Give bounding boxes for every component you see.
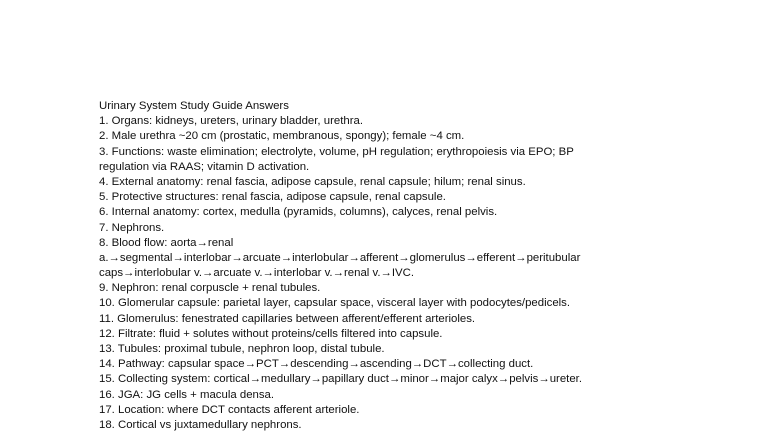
answer-line: 16. JGA: JG cells + macula densa. [99,388,275,401]
answer-line: caps→interlobular v.→arcuate v.→interlobar v.→renal v.→IVC. [99,267,415,280]
answer-line: 11. Glomerulus: fenestrated capillaries between afferent/efferent arterioles. [99,312,476,325]
document-body [99,99,699,433]
answer-line: 1. Organs: kidneys, ureters, urinary bladder, urethra. [99,115,364,128]
answer-line: 9. Nephron: renal corpuscle + renal tubules. [99,282,321,295]
answer-line: 12. Filtrate: fluid + solutes without proteins/cells filtered into capsule. [99,327,443,340]
answer-line: 8. Blood flow: aorta→renal [99,236,234,249]
answer-line: 2. Male urethra ~20 cm (prostatic, membranous, spongy); female ~4 cm. [99,130,465,143]
answer-line: 4. External anatomy: renal fascia, adipose capsule, renal capsule; hilum; renal sinus. [99,175,526,188]
answer-line: 6. Internal anatomy: cortex, medulla (pyramids, columns), calyces, renal pelvis. [99,206,498,219]
answer-line: 14. Pathway: capsular space→PCT→descending→ascending→DCT→collecting duct. [99,358,534,371]
answer-line: 7. Nephrons. [99,221,165,234]
answer-line: 13. Tubules: proximal tubule, nephron loop, distal tubule. [99,343,385,355]
answer-line: regulation via RAAS; vitamin D activation. [99,160,310,173]
answer-line: 5. Protective structures: renal fascia, adipose capsule, renal capsule. [99,191,446,204]
answer-line: 3. Functions: waste elimination; electrolyte, volume, pH regulation; erythropoiesis via EPO; BP [99,145,574,158]
answer-line: a.→segmental→interlobar→arcuate→interlobular→afferent→glomerulus→efferent→peritubular [99,251,581,264]
answer-line: 17. Location: where DCT contacts afferent arteriole. [99,403,360,416]
answer-line: 10. Glomerular capsule: parietal layer, capsular space, visceral layer with podocytes/pedicels. [99,297,571,310]
document-title: Urinary System Study Guide Answers [99,100,289,112]
answer-line: 15. Collecting system: cortical→medullary→papillary duct→minor→major calyx→pelvis→ureter. [99,373,582,386]
answer-line: 18. Cortical vs juxtamedullary nephrons. [99,418,302,431]
